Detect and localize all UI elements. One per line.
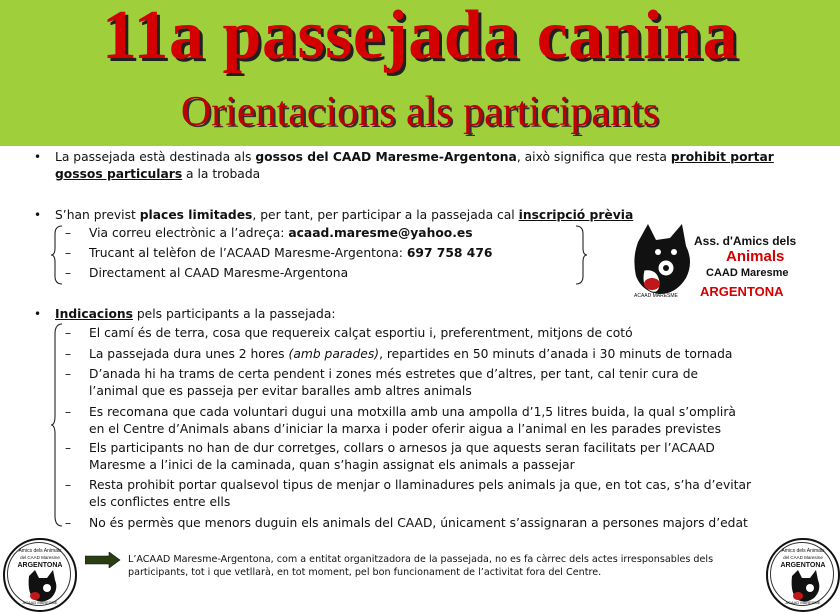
logo-badge: ACAAD MARESME xyxy=(634,293,678,299)
contact-direct: Directament al CAAD Maresme-Argentona xyxy=(89,266,349,280)
dash: – xyxy=(65,266,71,280)
list-item: La passejada dura unes 2 hores (amb parades), repartides en 50 minuts d’anada i 30 minuts de tornada xyxy=(89,347,733,361)
section2-heading: S’han previst places limitades, per tant, per participar a la passejada cal inscripció prèvia xyxy=(55,208,634,222)
acaad-badge-right: Amics dels Animals del CAAD Maresme ARGENTONA ACAAD MARESME xyxy=(766,538,840,612)
logo-line3: CAAD Maresme xyxy=(706,267,789,279)
section3-heading: Indicacions pels participants a la passejada: xyxy=(55,307,336,321)
left-brace xyxy=(50,224,64,286)
section1-line2: gossos particulars a la trobada xyxy=(55,167,261,181)
logo-line1: Ass. d'Amics dels xyxy=(694,234,797,248)
page-subtitle: Orientacions als participants xyxy=(180,89,660,135)
list-item-cont: Maresme a l’inici de la caminada, quan s’hagin assignat els animals a passejar xyxy=(89,458,575,472)
bullet: • xyxy=(34,208,42,222)
list-item-cont: en el Centre d’Animals abans d’iniciar la marxa i poder oferir aigua a l’animal en les parades previstes xyxy=(89,422,722,436)
list-item: El camí és de terra, cosa que requereix calçat esportiu i, preferentment, mitjons de cotó xyxy=(89,326,633,340)
contact-phone: Trucant al telèfon de l’ACAAD Maresme-Argentona: 697 758 476 xyxy=(89,246,493,260)
header-banner xyxy=(0,0,840,146)
dash: – xyxy=(65,226,71,240)
logo-line4: ARGENTONA xyxy=(700,284,784,299)
section1-line1: La passejada està destinada als gossos del CAAD Maresme-Argentona, això significa que resta prohibit portar xyxy=(55,150,774,164)
list-item: No és permès que menors duguin els animals del CAAD, únicament s’assignaran a persones majors d’edat xyxy=(89,516,748,530)
caad-logo xyxy=(630,222,820,304)
right-brace xyxy=(574,224,588,286)
arrow-right-icon xyxy=(85,552,121,568)
logo-line2: Animals xyxy=(726,248,785,265)
list-item: D’anada hi ha trams de certa pendent i zones més estretes que d’altres, per tant, cal tenir cura de xyxy=(89,367,699,381)
list-item-cont: els conflictes entre ells xyxy=(89,495,231,509)
dash: – xyxy=(65,246,71,260)
list-item: Resta prohibit portar qualsevol tipus de menjar o llaminadures pels animals ja que, en tot cas, s’ha d’evitar xyxy=(89,478,752,492)
list-item: Els participants no han de dur corretges, collars o arnesos ja que aquests seran facilitats per l’ACAAD xyxy=(89,441,715,455)
footer-disclaimer: L’ACAAD Maresme-Argentona, com a entitat organitzadora de la passejada, no es fa càrrec dels actes irresponsables dels participants, tot i que vetllarà, en tot moment, pel bon funcionament de l’activitat fora del Centre. xyxy=(128,554,714,578)
list-item: Es recomana que cada voluntari dugui una motxilla amb una ampolla d’1,5 litres buida, la qual s’omplirà xyxy=(89,405,736,419)
page-title: 11a passejada canina xyxy=(101,0,739,74)
left-brace-large xyxy=(50,322,64,528)
bullet: • xyxy=(34,307,42,321)
bullet: • xyxy=(34,150,42,164)
list-item-cont: l’animal que es passeja per evitar baralles amb altres animals xyxy=(89,384,472,398)
acaad-badge-left: Amics dels Animals del CAAD Maresme ARGENTONA ACAAD MARESME xyxy=(3,538,77,612)
contact-email: Via correu electrònic a l’adreça: acaad.maresme@yahoo.es xyxy=(89,226,473,240)
